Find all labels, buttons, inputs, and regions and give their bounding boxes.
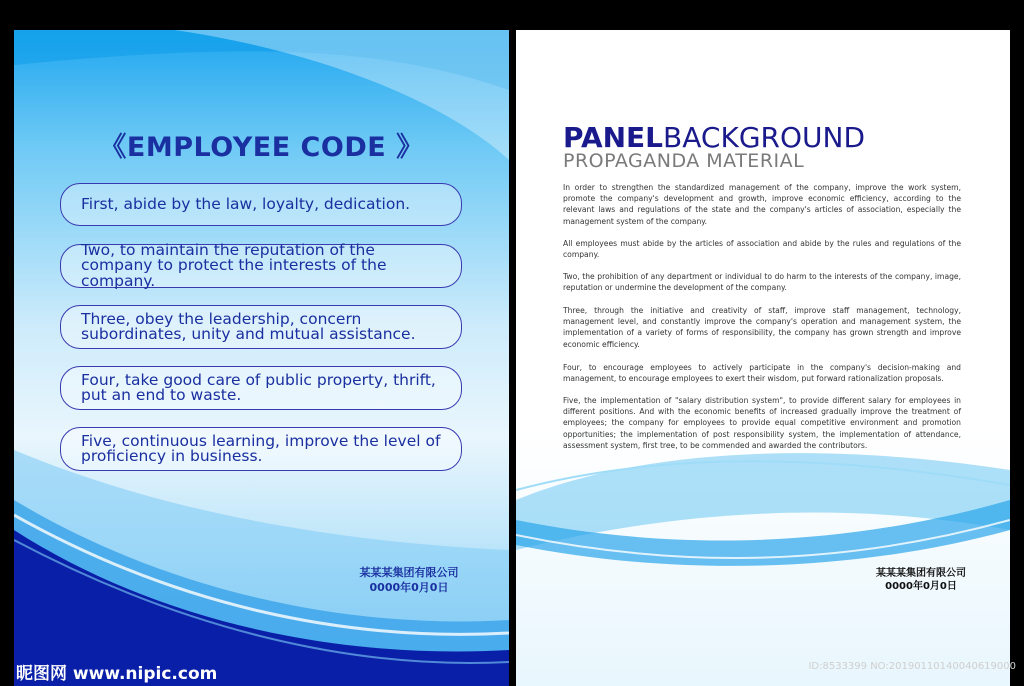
code-item-text: Four, take good care of public property, thrift, put an end to waste. [81, 370, 436, 404]
paragraph: All employees must abide by the articles of association and abide by the rules and regulations of the company. [563, 239, 961, 260]
code-item-5 [60, 427, 462, 471]
code-item-4 [60, 366, 462, 410]
code-item-2 [60, 240, 462, 290]
code-item-text: Five, continuous learning, improve the level of proficiency in business. [81, 431, 441, 465]
image-id-tag: ID:8533399 NO:20190110140040619000 [808, 661, 1016, 672]
employee-code-panel [14, 30, 509, 686]
code-item-text: First, abide by the law, loyalty, dedication. [81, 194, 411, 213]
document-date: 0000年0月0日 [369, 581, 449, 594]
code-item-text: Two, to maintain the reputation of the company to protect the interests of the company. [81, 240, 387, 290]
paragraph: Two, the prohibition of any department or individual to do harm to the interests of the company, image, reputation or undermine the development of the company. [563, 272, 961, 293]
paragraph: In order to strengthen the standardized management of the company, improve the work system, promote the company's development and growth, improve economic efficiency, according to the relevant laws and regulations of the state and the company's articles of association, especially the management system of the company. [563, 183, 961, 226]
paragraph: Five, the implementation of "salary distribution system", to provide different salary for employees in different positions. And with the economic benefits of increased gradually improve the treatment of employees; the company for employees to provide equal competitive environment and promotion opportunities; the implementation of post responsibility system, the implementation of attendance, assessment system, first tree, to be commended and awarded the contributors. [563, 396, 961, 450]
code-item-1 [60, 183, 462, 226]
panel-title-bold: PANEL [563, 121, 664, 154]
page-title: 《EMPLOYEE CODE 》 [99, 132, 424, 163]
paragraph: Four, to encourage employees to actively participate in the company's decision-making and management, to encourage employees to exert their wisdom, put forward rationalization proposals. [563, 363, 961, 384]
site-watermark: 昵图网 www.nipic.com [16, 664, 218, 684]
document-date: 0000年0月0日 [885, 581, 957, 592]
code-item-text: Three, obey the leadership, concern subordinates, unity and mutual assistance. [81, 309, 416, 343]
company-name: 某某某集团有限公司 [876, 568, 966, 579]
code-item-3 [60, 305, 462, 349]
panel-subtitle: PROPAGANDA MATERIAL [563, 150, 805, 172]
paragraph: Three, through the initiative and creativity of staff, improve staff management, technology, management level, and constantly improve the company's operation and management system, the implementation of a variety of forms of responsibility, the company has grown strength and improve economic efficiency. [563, 306, 961, 349]
company-name: 某某某集团有限公司 [359, 566, 459, 579]
panel-title-light: BACKGROUND [663, 121, 866, 154]
background-panel [516, 30, 1010, 686]
